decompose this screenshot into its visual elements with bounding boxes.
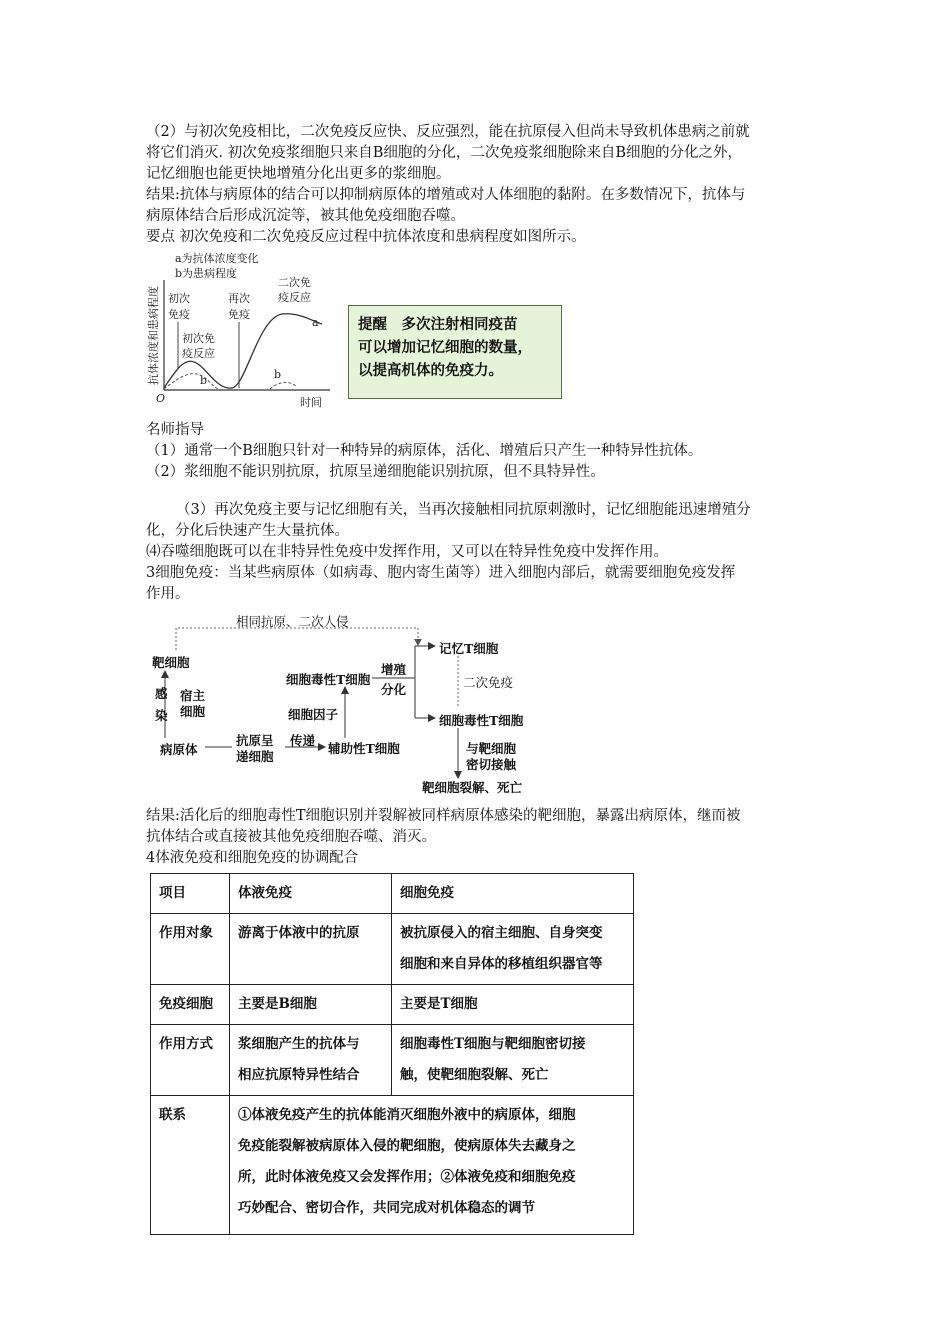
table-cell: 主要是B细胞	[230, 985, 392, 1025]
cell-line: 巧妙配合、密切合作，共同完成对机体稳态的调节	[238, 1200, 535, 1216]
graph-second-response: 二次免疫反应	[278, 276, 311, 304]
paragraph-line: 结果:抗体与病原体的结合可以抑制病原体的增殖或对人体细胞的黏附。在多数情况下，抗体与	[146, 187, 746, 203]
flow-prolif-1: 增殖	[381, 662, 407, 677]
flow-cyto-t: 细胞毒性T细胞	[286, 672, 371, 687]
table-cell: 项目	[151, 874, 230, 914]
graph-label-b-second: b	[274, 368, 282, 381]
flow-transmit: 传递	[290, 733, 316, 748]
table-cell	[392, 914, 634, 985]
flow-prolif-2: 分化	[381, 682, 407, 697]
cell-line: 相应抗原特异性结合	[238, 1067, 360, 1083]
flow-memory-t: 记忆T细胞	[439, 641, 499, 656]
graph-y-label: 抗体浓度和患病程度	[147, 286, 160, 385]
table-cell: 作用方式	[151, 1025, 230, 1096]
flow-cytokine: 细胞因子	[288, 707, 339, 722]
flow-host-2: 细胞	[180, 704, 206, 719]
guide-line: 化，分化后快速产生大量抗体。	[146, 523, 349, 539]
guide-line: 作用。	[146, 586, 190, 602]
table-cell: 联系	[151, 1096, 230, 1235]
flow-lysis: 靶细胞裂解、死亡	[422, 780, 523, 795]
guide-line: ⑷吞噬细胞既可以在非特异性免疫中发挥作用，又可以在特异性免疫中发挥作用。	[146, 544, 668, 560]
table-row	[151, 985, 634, 1025]
comparison-table	[150, 873, 634, 1235]
flow-top-label: 相同抗原、二次人侵	[236, 614, 349, 629]
result-line: 结果:活化后的细胞毒性T细胞识别并裂解被同样病原体感染的靶细胞，暴露出病原体，继而被	[146, 808, 741, 824]
guide-line: （2）浆细胞不能识别抗原，抗原呈递细胞能识别抗原，但不具特异性。	[146, 464, 605, 480]
table-cell: 主要是T细胞	[392, 985, 634, 1025]
graph-label-b-first: b	[200, 374, 208, 387]
flow-contact-1: 与靶细胞	[466, 741, 517, 756]
flow-apc-1: 抗原呈	[236, 733, 274, 748]
table-row	[151, 874, 634, 914]
table-row	[151, 914, 634, 985]
table-cell	[230, 1025, 392, 1096]
graph-origin: O	[156, 392, 166, 405]
graph-reimmunization: 再次免疫	[228, 292, 250, 321]
tip-line: 提醒 多次注射相同疫苗	[358, 316, 518, 333]
flow-apc-2: 递细胞	[236, 749, 274, 764]
paragraph-line: （2）与初次免疫相比，二次免疫反应快、反应强烈，能在抗原侵入但尚未导致机体患病之前就	[146, 124, 750, 140]
flow-helper-t: 辅助性T细胞	[328, 741, 400, 756]
flow-pathogen: 病原体	[160, 742, 198, 757]
graph-first-response: 初次免疫反应	[182, 332, 215, 360]
tip-line: 以提高机体的免疫力。	[358, 362, 503, 379]
graph-legend-b: b为患病程度	[175, 267, 238, 280]
cell-line: 被抗原侵入的宿主细胞、自身突变	[400, 925, 603, 941]
flow-host-1: 宿主	[180, 688, 206, 703]
guide-line: 3细胞免疫：当某些病原体（如病毒、胞内寄生菌等）进入细胞内部后，就需要细胞免疫发挥	[146, 565, 736, 581]
graph-label-a: a	[312, 316, 319, 329]
flow-second-immunity: 二次免疫	[463, 675, 514, 690]
table-row	[151, 1096, 634, 1235]
table-cell: 体液免疫	[230, 874, 392, 914]
paragraph-line: 病原体结合后形成沉淀等，被其他免疫细胞吞噬。	[146, 208, 465, 224]
flow-target-cell: 靶细胞	[152, 655, 190, 670]
table-cell: 细胞免疫	[392, 874, 634, 914]
cell-line: 浆细胞产生的抗体与	[238, 1036, 360, 1052]
flow-infect-2: 染	[155, 708, 168, 723]
guide-title: 名师指导	[146, 422, 204, 438]
table-cell: 作用对象	[151, 914, 230, 985]
cell-line: 所，此时体液免疫又会发挥作用；②体液免疫和细胞免疫	[238, 1169, 576, 1185]
table-cell: 免疫细胞	[151, 985, 230, 1025]
guide-line: （3）再次免疫主要与记忆细胞有关，当再次接触相同抗原刺激时，记忆细胞能迅速增殖分	[176, 502, 751, 518]
tip-line: 可以增加记忆细胞的数量，	[358, 339, 532, 356]
flow-infect-1: 感	[155, 686, 168, 701]
flow-contact-2: 密切接触	[466, 757, 517, 772]
paragraph-line: 记忆细胞也能更快地增殖分化出更多的浆细胞。	[146, 166, 451, 182]
table-row	[151, 1025, 634, 1096]
section-title: 4体液免疫和细胞免疫的协调配合	[146, 850, 359, 866]
graph-legend-a: a为抗体浓度变化	[175, 252, 259, 265]
cell-line: 细胞毒性T细胞与靶细胞密切接	[400, 1036, 586, 1052]
table-cell: 游离于体液中的抗原	[230, 914, 392, 985]
cell-line: 触，使靶细胞裂解、死亡	[400, 1067, 549, 1083]
table-cell	[392, 1025, 634, 1096]
guide-line: （1）通常一个B细胞只针对一种特异的病原体，活化、增殖后只产生一种特异性抗体。	[146, 443, 703, 459]
cell-line: 细胞和来自异体的移植组织器官等	[400, 956, 603, 972]
result-line: 抗体结合或直接被其他免疫细胞吞噬、消灭。	[146, 829, 436, 845]
graph-first-immunization: 初次免疫	[168, 292, 190, 321]
cell-line: 免疫能裂解被病原体入侵的靶细胞，使病原体失去藏身之	[238, 1138, 576, 1154]
paragraph-line: 将它们消灭. 初次免疫浆细胞只来自B细胞的分化，二次免疫浆细胞除来自B细胞的分化之外，	[146, 145, 743, 161]
table-cell	[230, 1096, 634, 1235]
cell-line: ①体液免疫产生的抗体能消灭细胞外液中的病原体，细胞	[238, 1107, 576, 1123]
paragraph-line: 要点 初次免疫和二次免疫反应过程中抗体浓度和患病程度如图所示。	[146, 229, 586, 245]
flow-cyto-t-2: 细胞毒性T细胞	[439, 713, 524, 728]
graph-x-label: 时间	[300, 396, 322, 409]
